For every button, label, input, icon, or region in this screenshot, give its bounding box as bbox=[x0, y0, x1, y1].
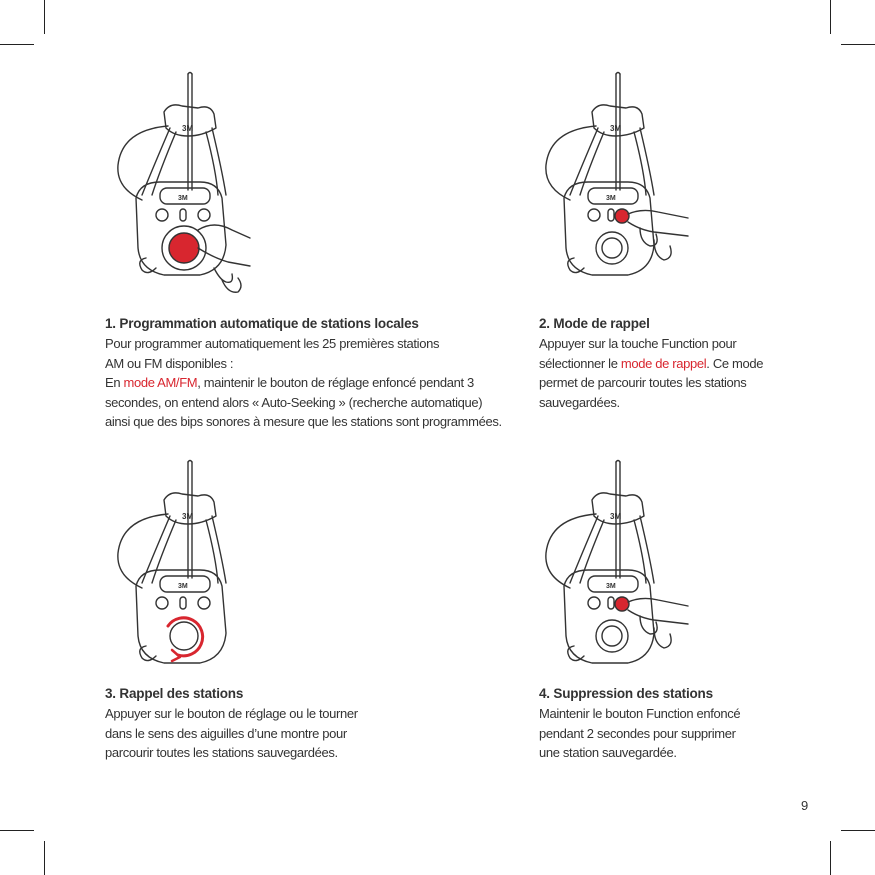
section-title: 2. Mode de rappel bbox=[539, 316, 650, 331]
page-number: 9 bbox=[801, 798, 809, 813]
headset-illustration-2 bbox=[530, 70, 690, 290]
crop-mark bbox=[830, 0, 831, 34]
headset-illustration-1 bbox=[102, 70, 252, 305]
section-title: 3. Rappel des stations bbox=[105, 686, 244, 701]
logo-3m: 3M bbox=[606, 195, 616, 202]
crop-mark bbox=[830, 841, 831, 875]
body-text: , maintenir le bouton de réglage enfoncé pendant 3 secondes, on entend alors « Auto-Seeking » (recherche automatique) ainsi que des bips sonores à mesure que les stations sont programmées. bbox=[105, 375, 502, 429]
section-body bbox=[539, 334, 839, 412]
crop-mark bbox=[0, 830, 34, 831]
logo-3m: 3M bbox=[610, 512, 622, 521]
section-body: Maintenir le bouton Function enfoncé pendant 2 secondes pour supprimer une station sauvegardée. bbox=[539, 706, 741, 760]
body-line: Pour programmer automatiquement les 25 premières stations bbox=[105, 336, 440, 351]
headset-illustration-3 bbox=[102, 458, 252, 673]
logo-3m: 3M bbox=[606, 583, 616, 590]
logo-3m: 3M bbox=[182, 124, 194, 133]
crop-mark bbox=[44, 841, 45, 875]
section-station-recall bbox=[105, 686, 445, 763]
crop-mark bbox=[841, 44, 875, 45]
section-body: Appuyer sur le bouton de réglage ou le tourner dans le sens des aiguilles d’une montre pour parcourir toutes les stations sauvegardées. bbox=[105, 706, 358, 760]
section-auto-programming bbox=[105, 316, 525, 432]
logo-3m: 3M bbox=[178, 195, 188, 202]
logo-3m: 3M bbox=[610, 124, 622, 133]
crop-mark bbox=[44, 0, 45, 34]
section-body bbox=[105, 334, 525, 432]
section-title: 4. Suppression des stations bbox=[539, 686, 713, 701]
body-line: AM ou FM disponibles : bbox=[105, 355, 234, 371]
section-station-delete bbox=[539, 686, 839, 763]
highlight-mode-am-fm: mode AM/FM bbox=[123, 375, 198, 390]
logo-3m: 3M bbox=[178, 583, 188, 590]
crop-mark bbox=[0, 44, 34, 45]
section-recall-mode bbox=[539, 316, 839, 412]
section-title: 1. Programmation automatique de stations locales bbox=[105, 316, 419, 331]
body-text: . Ce mode permet de parcourir toutes les stations sauvegardées. bbox=[539, 355, 764, 410]
logo-3m: 3M bbox=[182, 512, 194, 521]
crop-mark bbox=[841, 830, 875, 831]
body-text: Appuyer sur la touche Function pour sélectionner le bbox=[539, 336, 737, 371]
body-text: En bbox=[105, 375, 124, 390]
headset-illustration-4 bbox=[530, 458, 690, 678]
highlight-recall-mode: mode de rappel bbox=[620, 355, 707, 371]
